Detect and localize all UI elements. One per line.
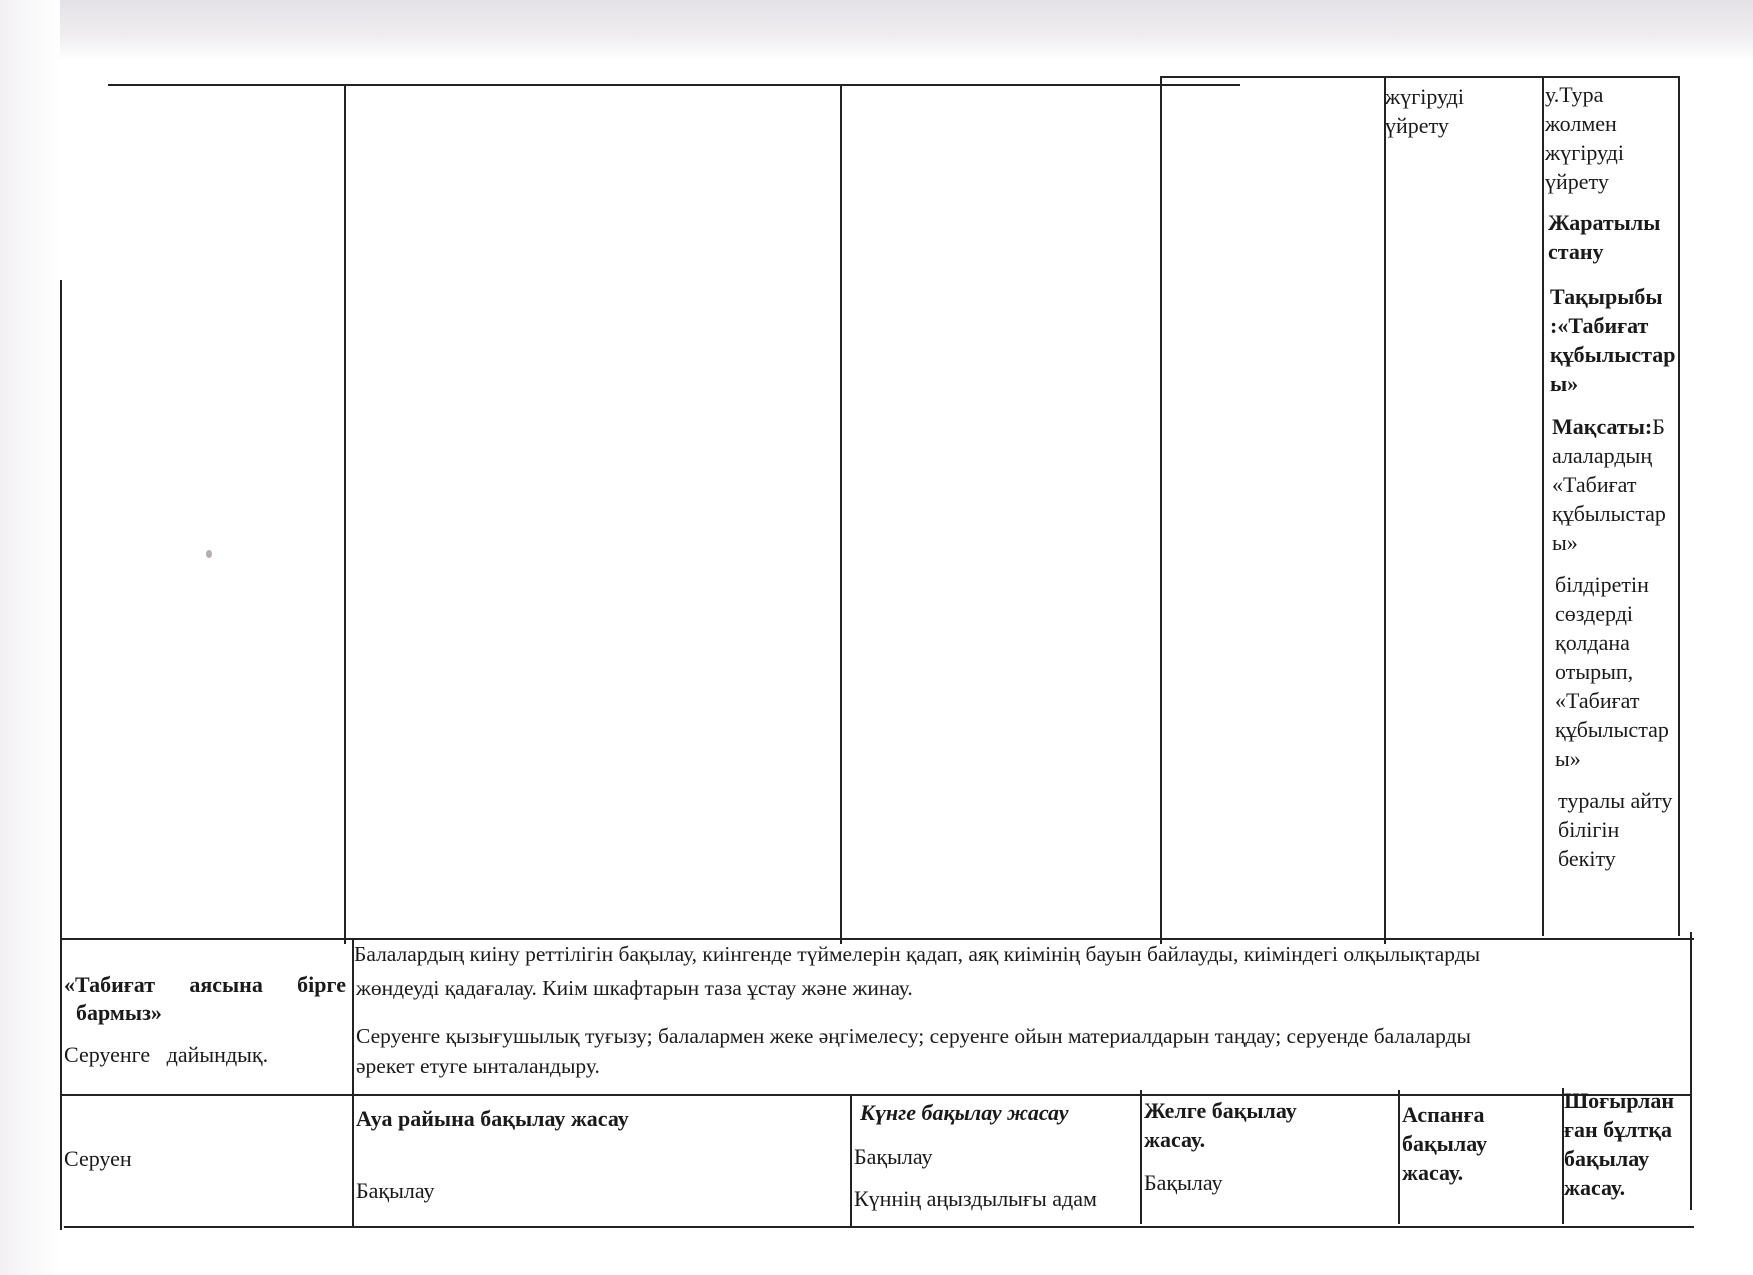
walk-col2-text-1: Бақылау <box>854 1144 933 1169</box>
walk-prep-text-2: Серуенге қызығушылық туғызу; балалармен жеке әңгімелесу; серуенге ойын материалдарын таңдау; серуенде балаларды <box>356 1024 1471 1048</box>
walk-prep-text-1: Балалардың киіну реттілігін бақылау, киінгенде түймелерін қадап, аяқ киімінің бауын байлауды, киіміндегі олқылықтарды <box>354 942 1481 966</box>
topic-label: Тақырыбы <box>1550 284 1663 309</box>
walk-col1-text: Бақылау <box>356 1178 435 1203</box>
walk-col3-text: Бақылау <box>1144 1170 1223 1195</box>
table-col-border-5 <box>1542 78 1544 936</box>
table-col-border-4 <box>1384 78 1386 944</box>
table-top-border <box>108 84 1240 86</box>
goal-value: Б алалардың «Табиғат құбылыстар ы» <box>1552 414 1666 555</box>
table-col-border-3 <box>1160 78 1162 944</box>
col6-subject: Жаратылы стану <box>1548 210 1661 264</box>
walk-col-border-2 <box>850 1094 852 1226</box>
col6-goal-cont2: туралы айту білігін бекіту <box>1558 788 1673 871</box>
walk-label: Серуен <box>64 1146 132 1171</box>
table-col-border-1 <box>344 84 346 944</box>
col6-goal-cont1: білдіретін сөздерді қолдана отырып, «Табиғат құбылыстар ы» <box>1555 572 1669 771</box>
walk-col2-title: Күнге бақылау жасау <box>860 1100 1069 1125</box>
walk-prep-title-2: бармыз» <box>76 1000 162 1025</box>
walk-col4-title: Аспанға бақылау жасау. <box>1402 1102 1488 1185</box>
walk-prep-text-1b: жөндеуді қадағалау. Киім шкафтарын таза ұстау және жинау. <box>356 976 913 1000</box>
col5-text: жүгіруді үйрету <box>1385 84 1464 138</box>
walk-prep-label: Серуенге дайындық. <box>64 1042 269 1067</box>
topic-value: :«Табиғат құбылыстар ы» <box>1550 313 1676 396</box>
walk-col-border-1 <box>352 1094 354 1226</box>
walk-prep-text-2b: әрекет етуге ынталандыру. <box>356 1054 600 1078</box>
col6-intro: у.Тура жолмен жүгіруді үйрету <box>1545 82 1624 194</box>
row-border-walk <box>60 1094 1692 1096</box>
walk-col-border-4 <box>1398 1090 1400 1224</box>
table-bottom-border <box>64 1226 1694 1228</box>
walk-prep-title: «Табиғат аясына бірге <box>64 972 346 997</box>
goal-label: Мақсаты: <box>1552 414 1653 439</box>
walk-col1-title: Ауа райына бақылау жасау <box>356 1106 629 1131</box>
table-col-border-2 <box>840 84 842 944</box>
col6-topic <box>1550 282 1690 398</box>
table-left-border <box>60 280 62 1230</box>
walk-col2-text-2: Күннің аңыздылығы адам <box>854 1186 1097 1211</box>
scan-speck <box>206 550 212 558</box>
walk-col3-title: Желге бақылау жасау. <box>1144 1098 1297 1152</box>
col6-goal <box>1552 412 1692 557</box>
table-top-border-right <box>1160 76 1680 78</box>
walk-col5-title: Шоғырлан ған бұлтқа бақылау жасау. <box>1564 1088 1675 1200</box>
